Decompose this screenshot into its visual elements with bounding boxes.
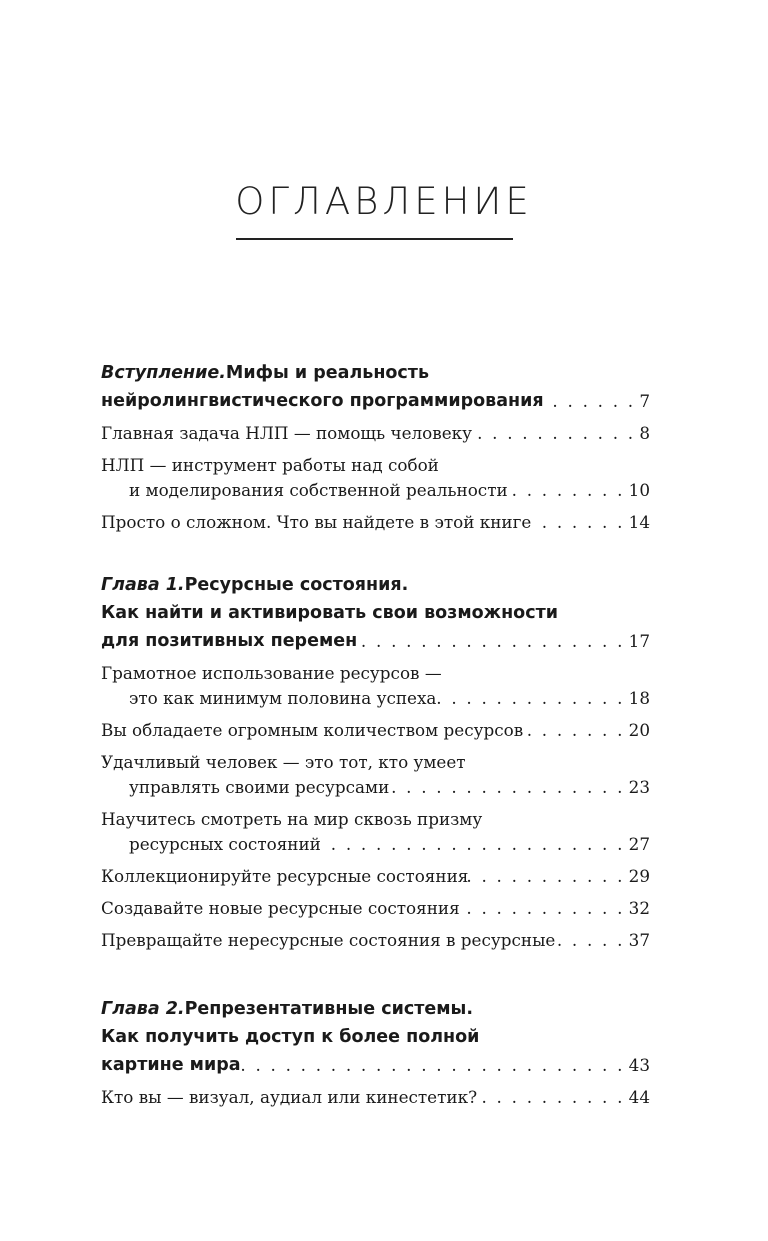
section-heading-line[interactable] bbox=[101, 599, 650, 627]
toc-entry-line bbox=[101, 421, 650, 446]
page-number: 18 bbox=[628, 688, 650, 708]
toc-entry-line bbox=[101, 832, 650, 857]
toc-entry-line bbox=[101, 718, 650, 743]
toc-entry[interactable] bbox=[101, 750, 650, 800]
toc-entry-text: Кто вы — визуал, аудиал или кинестетик? bbox=[101, 1087, 478, 1107]
section-heading-line[interactable] bbox=[101, 1023, 650, 1051]
dot-leader bbox=[477, 1085, 629, 1110]
page-number: 29 bbox=[628, 866, 650, 886]
page-number: 23 bbox=[628, 777, 650, 797]
dot-leader bbox=[555, 928, 628, 953]
toc-entry[interactable] bbox=[101, 421, 650, 446]
toc-entry-text: это как минимум половина успеха bbox=[129, 688, 437, 708]
section-heading-line[interactable] bbox=[101, 627, 650, 655]
section-heading-text: Как найти и активировать свои возможности bbox=[101, 603, 558, 623]
section-heading-text: Мифы и реальность bbox=[225, 363, 430, 383]
section-heading-line[interactable] bbox=[101, 359, 650, 387]
page-number: 17 bbox=[628, 631, 650, 651]
page-number: 8 bbox=[639, 423, 650, 443]
dot-leader bbox=[468, 864, 628, 889]
page-number: 37 bbox=[628, 930, 650, 950]
toc-entry-line bbox=[101, 661, 650, 686]
toc-entry[interactable] bbox=[101, 807, 650, 857]
section-label: Глава 2. bbox=[101, 999, 185, 1019]
section-heading-line[interactable] bbox=[101, 995, 650, 1023]
section-heading-text: Репрезентативные системы. bbox=[184, 999, 473, 1019]
toc-entry-line bbox=[101, 453, 650, 478]
dot-leader bbox=[436, 686, 628, 711]
section-label: Глава 1. bbox=[101, 575, 185, 595]
toc-entry-text: Главная задача НЛП — помощь человеку bbox=[101, 423, 473, 443]
toc-entry-text: Научитесь смотреть на мир сквозь призму bbox=[101, 809, 483, 829]
toc-entry-text: ресурсных состояний bbox=[129, 834, 321, 854]
section-heading-text: для позитивных перемен bbox=[101, 631, 358, 651]
page-number: 32 bbox=[628, 898, 650, 918]
toc-entry-line bbox=[101, 896, 650, 921]
toc-entry-line bbox=[101, 478, 650, 503]
toc-entry-line bbox=[101, 775, 650, 800]
dot-leader bbox=[508, 478, 629, 503]
dot-leader bbox=[531, 510, 628, 535]
toc-entry-text: НЛП — инструмент работы над собой bbox=[101, 455, 439, 475]
title-underline bbox=[236, 238, 513, 240]
toc-entry-text: Превращайте нересурсные состояния в ресурсные bbox=[101, 930, 556, 950]
toc-entry[interactable] bbox=[101, 453, 650, 503]
toc-entry-line bbox=[101, 686, 650, 711]
section-heading-text: Ресурсные состояния. bbox=[184, 575, 409, 595]
toc-section bbox=[101, 995, 650, 1110]
section-heading-line[interactable] bbox=[101, 387, 650, 415]
toc-entry-text: Грамотное использование ресурсов — bbox=[101, 663, 442, 683]
page-number: 43 bbox=[628, 1055, 650, 1075]
toc-entry[interactable] bbox=[101, 718, 650, 743]
dot-leader bbox=[472, 421, 639, 446]
page-number: 27 bbox=[628, 834, 650, 854]
toc-entry-text: Вы обладаете огромным количеством ресурсов bbox=[101, 720, 524, 740]
section-heading-text: картине мира bbox=[101, 1055, 241, 1075]
toc-entry-text: Просто о сложном. Что вы найдете в этой книге bbox=[101, 512, 532, 532]
page-number: 10 bbox=[628, 480, 650, 500]
section-heading-text: Как получить доступ к более полной bbox=[101, 1027, 480, 1047]
page-number: 44 bbox=[628, 1087, 650, 1107]
dot-leader bbox=[357, 627, 628, 655]
toc-entry-text: управлять своими ресурсами bbox=[129, 777, 390, 797]
toc-entry[interactable] bbox=[101, 661, 650, 711]
dot-leader bbox=[389, 775, 628, 800]
section-heading-line[interactable] bbox=[101, 571, 650, 599]
page-number: 20 bbox=[628, 720, 650, 740]
toc-entry[interactable] bbox=[101, 864, 650, 889]
toc-entry-line bbox=[101, 750, 650, 775]
section-heading-line[interactable] bbox=[101, 1051, 650, 1079]
section-heading-text: нейролингвистического программирования bbox=[101, 391, 544, 411]
toc-section bbox=[101, 571, 650, 953]
toc-entry-text: Удачливый человек — это тот, кто умеет bbox=[101, 752, 466, 772]
dot-leader bbox=[544, 387, 640, 415]
toc-entry-text: и моделирования собственной реальности bbox=[129, 480, 508, 500]
page-number: 14 bbox=[628, 512, 650, 532]
toc-entry-text: Создавайте новые ресурсные состояния bbox=[101, 898, 460, 918]
toc-entry-line bbox=[101, 807, 650, 832]
dot-leader bbox=[523, 718, 628, 743]
toc-section bbox=[101, 359, 650, 535]
page-number: 7 bbox=[639, 391, 650, 411]
toc-entry-text: Коллекционируйте ресурсные состояния bbox=[101, 866, 469, 886]
toc-entry-line bbox=[101, 864, 650, 889]
toc-entry[interactable] bbox=[101, 510, 650, 535]
toc-entry[interactable] bbox=[101, 928, 650, 953]
dot-leader bbox=[241, 1051, 629, 1079]
page-title: ОГЛАВЛЕНИЕ bbox=[235, 180, 533, 223]
toc-entry-line bbox=[101, 928, 650, 953]
toc-entry[interactable] bbox=[101, 896, 650, 921]
toc-entry-line bbox=[101, 1085, 650, 1110]
toc-entry[interactable] bbox=[101, 1085, 650, 1110]
dot-leader bbox=[460, 896, 629, 921]
toc-entry-line bbox=[101, 510, 650, 535]
dot-leader bbox=[321, 832, 629, 857]
section-label: Вступление. bbox=[101, 363, 226, 383]
